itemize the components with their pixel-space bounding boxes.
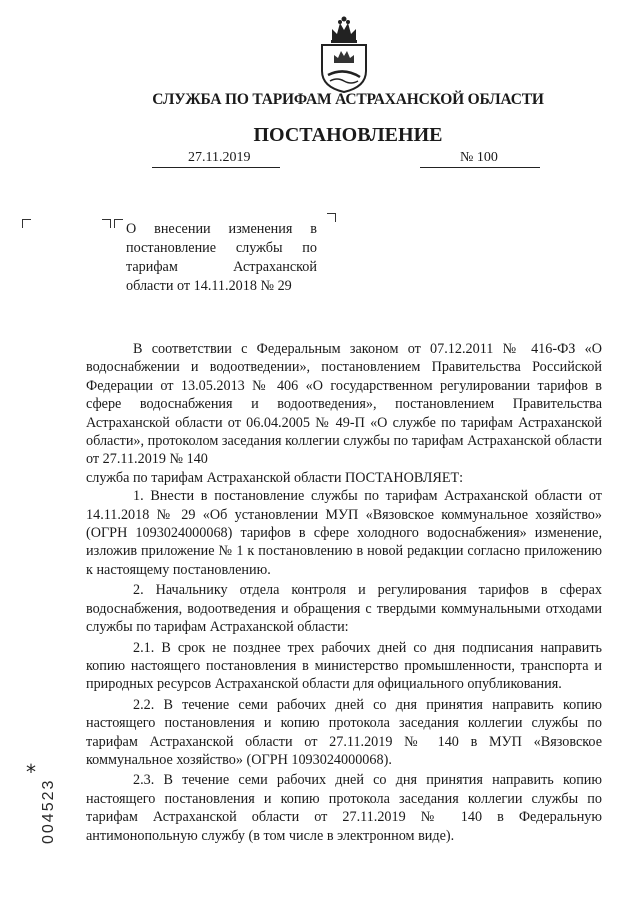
corner-mark xyxy=(102,219,111,228)
date-underline xyxy=(152,167,280,168)
subject-line: области от 14.11.2018 № 29 xyxy=(126,278,292,294)
decree-line: служба по тарифам Астраханской области ПОСТАНОВЛЯЕТ: xyxy=(86,469,464,486)
corner-mark xyxy=(327,213,336,222)
document-number: № 100 xyxy=(460,150,498,165)
subject-line: тарифам Астраханской xyxy=(126,259,317,275)
agency-name: СЛУЖБА ПО ТАРИФАМ АСТРАХАНСКОЙ ОБЛАСТИ xyxy=(152,91,544,108)
paragraph-2-1: 2.1. В срок не позднее трех рабочих дней со дня подписания направить копию настоящего постановления в министерство промышленности, транспорта и природных ресурсов Астраханской области для официального опубликования. xyxy=(86,639,602,693)
paragraph-2: 2. Начальнику отдела контроля и регулирования тарифов в сферах водоснабжения, водоотведения и обращения с твердыми коммунальными отходами службы по тарифам Астраханской области: xyxy=(86,582,602,636)
intro-paragraph: В соответствии с Федеральным законом от 07.12.2011 № 416-ФЗ «О водоснабжении и водоотведении», постановлением Правительства Российской Федерации от 13.05.2013 № 406 «О государственном регулировании тарифов в сфере водоснабжения и водоотведения», постановлением Правительства Астраханской области от 06.04.2005 № 49-П «О службе по тарифам Астраханской области», протоколом заседания коллегии службы по тарифам Астраханской области от 27.11.2019 № 140 xyxy=(86,341,602,468)
paragraph-2-3: 2.3. В течение семи рабочих дней со дня принятия направить копию настоящего постановления и копию протокола заседания коллегии службы по тарифам Астраханской области от 27.11.2019 № 140 в Федеральную антимонопольную службу (в том числе в электронном виде). xyxy=(86,772,602,844)
margin-star: * xyxy=(26,760,36,784)
paragraph-2-2: 2.2. В течение семи рабочих дней со дня принятия направить копию настоящего постановления и копию протокола заседания коллегии службы по тарифам Астраханской области от 27.11.2019 № 140 в МУП «Вязовское коммунальное хозяйство» (ОГРН 1093024000068). xyxy=(86,696,602,768)
coat-of-arms-icon xyxy=(318,15,370,93)
document-body xyxy=(86,340,602,845)
document-date: 27.11.2019 xyxy=(188,150,251,165)
margin-stamp-number: 004523 xyxy=(40,778,57,844)
corner-mark xyxy=(114,219,123,228)
document-type: ПОСТАНОВЛЕНИЕ xyxy=(253,124,443,146)
document-subject xyxy=(126,220,317,296)
corner-mark xyxy=(22,219,31,228)
subject-line: О внесении изменения в xyxy=(126,221,317,237)
paragraph-1: 1. Внести в постановление службы по тарифам Астраханской области от 14.11.2018 № 29 «Об установлении МУП «Вязовское коммунальное хозяйство» (ОГРН 1093024000068) тарифов в сфере холодного водоснабжения» изменение, изложив приложение № 1 к постановлению в новой редакции согласно приложению к настоящему постановлению. xyxy=(86,488,602,578)
number-underline xyxy=(420,167,540,168)
subject-line: постановление службы по xyxy=(126,240,317,256)
